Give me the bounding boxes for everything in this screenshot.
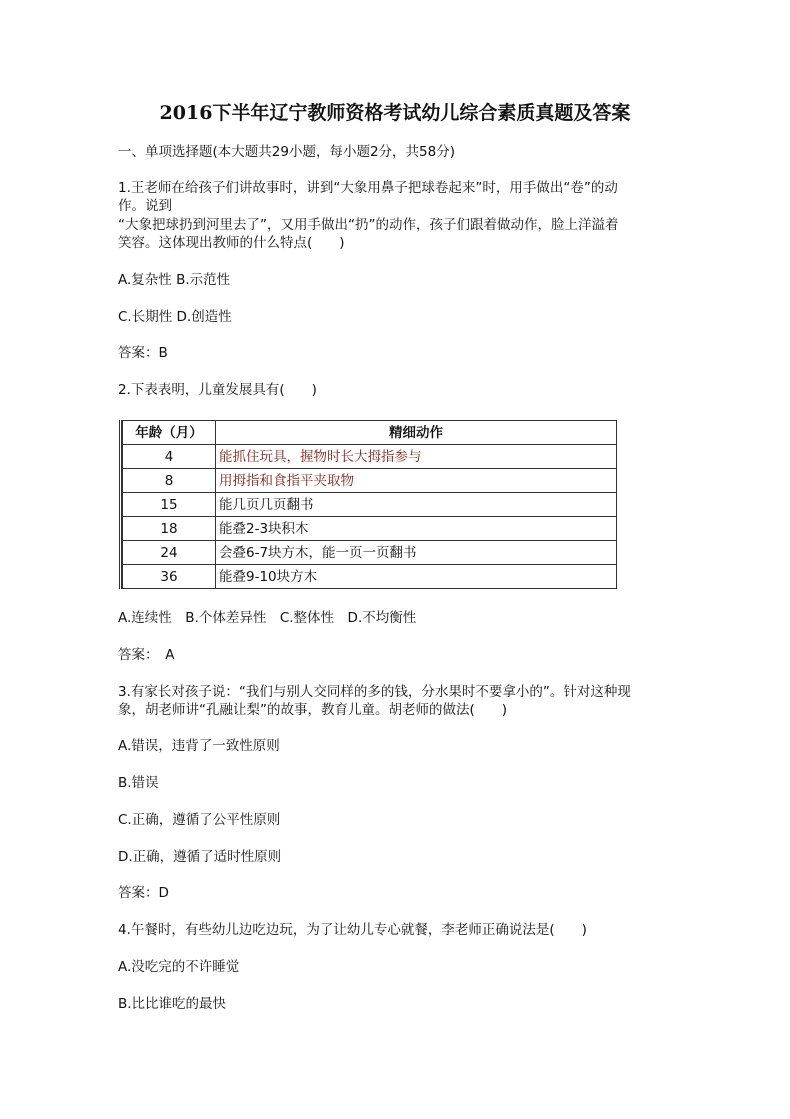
action-cell: 能叠9-10块方木 <box>216 565 617 589</box>
action-cell: 用拇指和食指平夹取物 <box>216 469 617 493</box>
q1-options: A.复杂性 B.示范性 <box>118 272 231 288</box>
development-table <box>119 420 617 589</box>
q4-option: A.没吃完的不许睡觉 <box>118 959 240 975</box>
age-cell: 8 <box>123 469 216 493</box>
header-action: 精细动作 <box>216 421 617 445</box>
action-cell: 会叠6-7块方木，能一页一页翻书 <box>216 541 617 565</box>
q3-option: D.正确，遵循了适时性原则 <box>118 849 282 865</box>
q3-stem: 3.有家长对孩子说：“我们与别人交同样的多的钱，分水果时不要拿小的”。针对这种现 <box>118 684 631 700</box>
q3-answer: 答案：D <box>118 885 169 901</box>
q4-option: B.比比谁吃的最快 <box>118 996 227 1012</box>
table-row <box>123 565 617 589</box>
table-row <box>123 541 617 565</box>
q3-option: B.错误 <box>118 775 159 791</box>
document-title: 2016下半年辽宁教师资格考试幼儿综合素质真题及答案 <box>159 102 631 124</box>
q1-answer: 答案：B <box>118 345 168 361</box>
q3-option: A.错误，违背了一致性原则 <box>118 738 280 754</box>
age-cell: 18 <box>123 517 216 541</box>
q3-option: C.正确，遵循了公平性原则 <box>118 812 281 828</box>
action-cell: 能叠2-3块积木 <box>216 517 617 541</box>
q2-answer: 答案： A <box>118 647 175 663</box>
q1-stem: 作。说到 <box>118 198 172 214</box>
q4-stem: 4.午餐时，有些幼儿边吃边玩，为了让幼儿专心就餐，李老师正确说法是( ) <box>118 922 587 938</box>
table-row <box>123 445 617 469</box>
q3-stem: 象，胡老师讲“孔融让梨”的故事，教育儿童。胡老师的做法( ) <box>118 702 508 718</box>
q2-stem: 2.下表表明，儿童发展具有( ) <box>118 382 317 398</box>
section-heading: 一、单项选择题(本大题共29小题，每小题2分，共58分) <box>118 144 455 160</box>
q1-stem: “大象把球扔到河里去了”，又用手做出“扔”的动作，孩子们跟着做动作，脸上洋溢着 <box>118 217 619 233</box>
q2-options: A.连续性 B.个体差异性 C.整体性 D.不均衡性 <box>118 610 417 626</box>
age-cell: 24 <box>123 541 216 565</box>
action-cell: 能抓住玩具，握物时长大拇指参与 <box>216 445 617 469</box>
header-age: 年龄（月） <box>123 421 216 445</box>
age-cell: 36 <box>123 565 216 589</box>
table-header <box>123 421 617 445</box>
action-cell: 能几页几页翻书 <box>216 493 617 517</box>
table-row <box>123 493 617 517</box>
q1-stem: 笑容。这体现出教师的什么特点( ) <box>118 235 345 251</box>
age-cell: 15 <box>123 493 216 517</box>
q1-stem: 1.王老师在给孩子们讲故事时，讲到“大象用鼻子把球卷起来”时，用手做出“卷”的动 <box>118 180 618 196</box>
table-row <box>123 517 617 541</box>
table-row <box>123 469 617 493</box>
age-cell: 4 <box>123 445 216 469</box>
q1-options: C.长期性 D.创造性 <box>118 309 232 325</box>
